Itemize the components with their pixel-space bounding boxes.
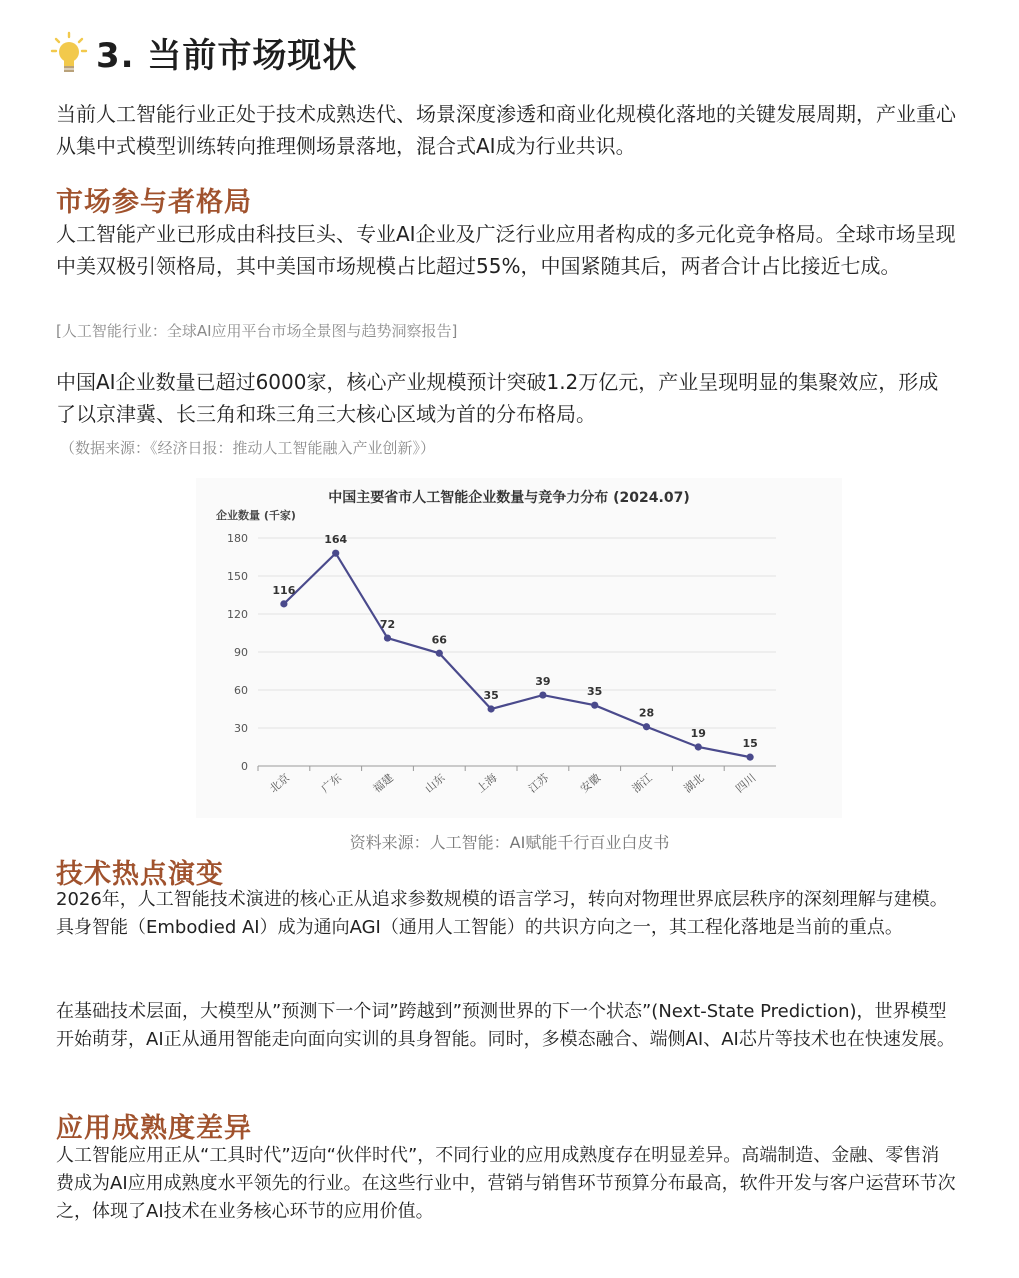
- chart-x-tick-label: 安徽: [577, 771, 604, 796]
- market-paragraph-1: 人工智能产业已形成由科技巨头、专业AI企业及广泛行业应用者构成的多元化竞争格局。全球市场呈现中美双极引领格局，其中美国市场规模占比超过55%，中国紧随其后，两者合计占比接近七成。: [56, 222, 956, 278]
- chart-x-tick-label: 上海: [474, 771, 500, 796]
- chart-x-tick-label: 福建: [370, 771, 396, 796]
- chart-x-tick-label: 江苏: [526, 771, 552, 796]
- chart-data-point: [384, 634, 391, 641]
- chart-y-tick-label: 150: [227, 570, 248, 583]
- chart-title: 中国主要省市人工智能企业数量与竞争力分布 (2024.07): [328, 490, 690, 506]
- chart-y-axis-label: 企业数量 (千家): [216, 509, 296, 522]
- market-citation-1: [人工智能行业：全球AI应用平台市场全景图与趋势洞察报告]: [56, 322, 458, 340]
- tech-section-title: 技术热点演变: [56, 859, 224, 890]
- chart-data-label: 19: [690, 727, 706, 740]
- chart-data-point: [280, 600, 287, 607]
- section-header: [50, 28, 357, 77]
- chart-data-label: 35: [587, 685, 603, 699]
- chart-x-tick-label: 湖北: [681, 771, 707, 796]
- chart-data-point: [436, 650, 443, 657]
- lightbulb-icon: [50, 31, 88, 75]
- chart-data-point: [643, 723, 650, 730]
- chart-x-tick-label: 北京: [267, 771, 293, 796]
- market-citation-2: （数据来源：《经济日报：推动人工智能融入产业创新》）: [60, 439, 436, 457]
- page-title: 3. 当前市场现状: [96, 36, 358, 76]
- market-paragraph-2: 中国AI企业数量已超过6000家，核心产业规模预计突破1.2万亿元，产业呈现明显的集聚效应，形成了以京津冀、长三角和珠三角三大核心区域为首的分布格局。: [56, 370, 939, 426]
- chart-series-line: [284, 553, 750, 757]
- market-section-title: 市场参与者格局: [56, 187, 252, 218]
- chart-y-tick-label: 90: [234, 646, 248, 659]
- apps-paragraph-1: 人工智能应用正从“工具时代”迈向“伙伴时代”，不同行业的应用成熟度存在明显差异。高端制造、金融、零售消费成为AI应用成熟度水平领先的行业。在这些行业中，营销与销售环节预算分布最高，软件开发与客户运营环节次之，体现了AI技术在业务核心环节的应用价值。: [56, 1145, 956, 1222]
- chart-data-label: 28: [638, 706, 655, 720]
- chart-data-point: [332, 550, 339, 557]
- chart-y-tick-label: 30: [234, 722, 248, 735]
- chart-y-tick-label: 180: [227, 532, 248, 545]
- chart-x-tick-label: 浙江: [629, 771, 655, 796]
- intro-paragraph: 当前人工智能行业正处于技术成熟迭代、场景深度渗透和商业化规模化落地的关键发展周期，产业重心从集中式模型训练转向推理侧场景落地，混合式AI成为行业共识。: [56, 102, 956, 158]
- enterprise-count-chart: [196, 478, 842, 818]
- tech-paragraph-1: 2026年，人工智能技术演进的核心正从追求参数规模的语言学习，转向对物理世界底层秩序的深刻理解与建模。具身智能（Embodied AI）成为通向AGI（通用人工智能）的共识方向之一，其工程化落地是当前的重点。: [56, 889, 948, 938]
- chart-data-label: 72: [379, 618, 396, 632]
- chart-data-label: 39: [535, 675, 551, 689]
- apps-section-title: 应用成熟度差异: [56, 1113, 252, 1144]
- chart-y-tick-label: 120: [227, 608, 248, 621]
- chart-y-tick-label: 0: [241, 760, 248, 773]
- chart-data-label: 66: [431, 633, 447, 647]
- chart-source-caption: 资料来源：人工智能：AI赋能千行百业白皮书: [349, 833, 670, 852]
- chart-data-label: 164: [324, 533, 348, 547]
- chart-data-label: 15: [742, 737, 758, 751]
- chart-data-point: [695, 743, 702, 750]
- chart-x-tick-label: 四川: [733, 771, 759, 796]
- chart-data-label: 116: [272, 583, 296, 597]
- chart-data-point: [488, 705, 495, 712]
- chart-x-tick-label: 广东: [318, 771, 345, 796]
- chart-data-point: [591, 702, 598, 709]
- chart-svg: [196, 478, 842, 818]
- chart-x-tick-label: 山东: [422, 771, 448, 796]
- chart-data-point: [747, 754, 754, 761]
- tech-paragraph-2: 在基础技术层面，大模型从”预测下一个词”跨越到”预测世界的下一个状态”(Next-State Prediction)，世界模型开始萌芽，AI正从通用智能走向面向实训的具身智能。同时，多模态融合、端侧AI、AI芯片等技术也在快速发展。: [56, 1001, 955, 1050]
- chart-y-tick-label: 60: [234, 684, 248, 697]
- chart-data-point: [539, 691, 546, 698]
- chart-data-label: 35: [483, 689, 499, 702]
